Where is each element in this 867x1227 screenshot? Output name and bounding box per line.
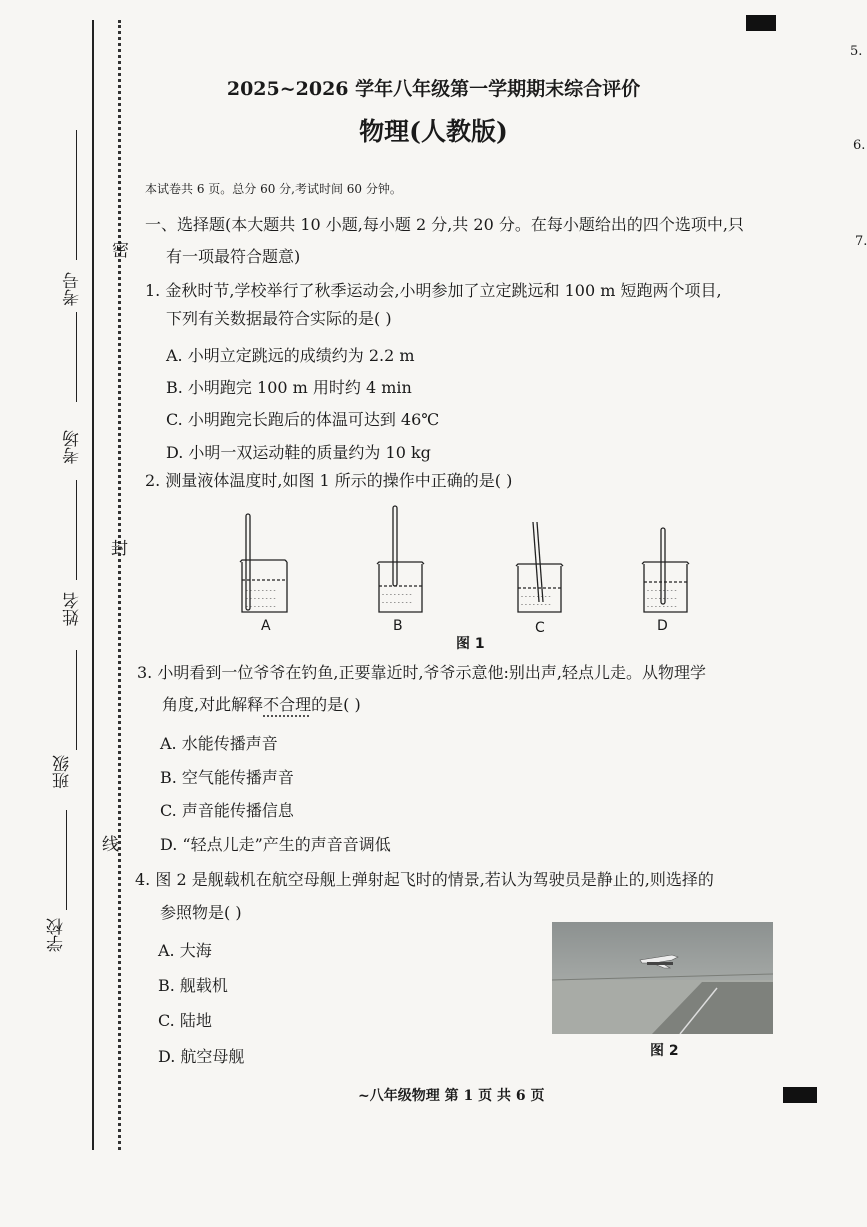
svg-text:- - - - - - - -: - - - - - - - - [521, 593, 551, 600]
svg-text:- - - - - - - -: - - - - - - - - [647, 595, 677, 602]
question-3-option-a: A. 水能传播声音 [160, 734, 278, 753]
svg-text:- - - - - - - -: - - - - - - - - [382, 591, 412, 598]
registration-mark-bottom [783, 1087, 817, 1103]
binding-line-dotted [118, 20, 121, 1150]
question-4-option-a: A. 大海 [158, 941, 212, 960]
exam-id-blank-2 [76, 312, 77, 402]
question-4-line1: 4. 图 2 是舰载机在航空母舰上弹射起飞时的情景,若认为驾驶员是静止的,则选择的 [135, 870, 714, 889]
question-4-option-c: C. 陆地 [158, 1011, 212, 1030]
figure-1-label-b: B [393, 618, 403, 634]
svg-text:- - - - - - - -: - - - - - - - - [521, 601, 551, 608]
question-1-option-c: C. 小明跑完长跑后的体温可达到 46℃ [166, 410, 440, 429]
svg-text:- - - - - - - -: - - - - - - - - [382, 599, 412, 606]
exam-id-label: 考号 [63, 272, 83, 306]
section-heading-line2: 有一项最符合题意) [166, 247, 301, 266]
right-margin-number-6: 6. [853, 138, 866, 153]
section-heading-line1: 一、选择题(本大题共 10 小题,每小题 2 分,共 20 分。在每小题给出的四个选项中,只 [145, 215, 744, 234]
question-3-line2 [162, 694, 361, 716]
school-label: 学校 [47, 918, 67, 952]
question-1-option-b: B. 小明跑完 100 m 用时约 4 min [166, 378, 412, 397]
question-3-option-b: B. 空气能传播声音 [160, 768, 294, 787]
question-3-line2-pre: 角度,对此解释 [162, 695, 264, 714]
class-blank [66, 810, 67, 910]
seal-char-feng: 封 [111, 539, 128, 559]
right-margin-number-7: 7. [855, 234, 867, 249]
exam-room-label: 考场 [63, 430, 83, 464]
figure-1-label-c: C [535, 620, 545, 636]
seal-char-xian: 线 [102, 835, 119, 855]
figure-2-caption: 图 2 [650, 1043, 679, 1059]
figure-2-carrier-jet-photo [552, 922, 773, 1034]
exam-id-blank [76, 130, 77, 260]
figure-1-caption: 图 1 [456, 636, 485, 652]
subject-title: 物理(人教版) [359, 117, 508, 146]
exam-title: 2025~2026 学年八年级第一学期期末综合评价 [226, 78, 641, 100]
question-4-option-b: B. 舰载机 [158, 976, 228, 995]
figure-1-thermometers [230, 500, 700, 630]
svg-text:- - - - - - - -: - - - - - - - - [647, 587, 677, 594]
question-3-option-d: D. “轻点儿走”产生的声音音调低 [160, 835, 391, 854]
exam-room-blank [76, 480, 77, 580]
question-3-line1: 3. 小明看到一位爷爷在钓鱼,正要靠近时,爷爷示意他:别出声,轻点儿走。从物理学 [137, 663, 707, 682]
name-blank [76, 650, 77, 750]
page-footer: ~八年级物理 第 1 页 共 6 页 [358, 1088, 545, 1104]
binding-line-solid [92, 20, 94, 1150]
question-3-emphasis: 不合理 [263, 695, 312, 714]
question-4-line2: 参照物是( ) [160, 903, 242, 922]
svg-text:- - - - - - - -: - - - - - - - - [647, 603, 677, 610]
svg-text:- - - - - - - -: - - - - - - - - [246, 587, 276, 594]
exam-intro: 本试卷共 6 页。总分 60 分,考试时间 60 分钟。 [145, 182, 402, 196]
liquid-dashes [246, 587, 677, 610]
class-label: 班级 [53, 755, 73, 789]
question-4-option-d: D. 航空母舰 [158, 1047, 245, 1066]
seal-char-mi: 密 [112, 241, 129, 261]
question-1-line1: 1. 金秋时节,学校举行了秋季运动会,小明参加了立定跳远和 100 m 短跑两个项目, [145, 281, 722, 300]
question-2-line1: 2. 测量液体温度时,如图 1 所示的操作中正确的是( ) [145, 471, 513, 490]
question-1-line2: 下列有关数据最符合实际的是( ) [166, 309, 392, 328]
figure-1-label-a: A [261, 618, 271, 634]
question-1-option-d: D. 小明一双运动鞋的质量约为 10 kg [166, 443, 431, 462]
figure-1-label-d: D [657, 618, 668, 634]
question-3-line2-post: 的是( ) [311, 695, 361, 714]
name-label: 姓名 [63, 592, 83, 626]
svg-text:- - - - - - - -: - - - - - - - - [246, 595, 276, 602]
right-margin-number-5: 5. [850, 44, 863, 59]
question-1-option-a: A. 小明立定跳远的成绩约为 2.2 m [166, 346, 415, 365]
registration-mark-top [746, 15, 776, 31]
question-3-option-c: C. 声音能传播信息 [160, 801, 294, 820]
svg-text:- - - - - - - -: - - - - - - - - [246, 603, 276, 610]
